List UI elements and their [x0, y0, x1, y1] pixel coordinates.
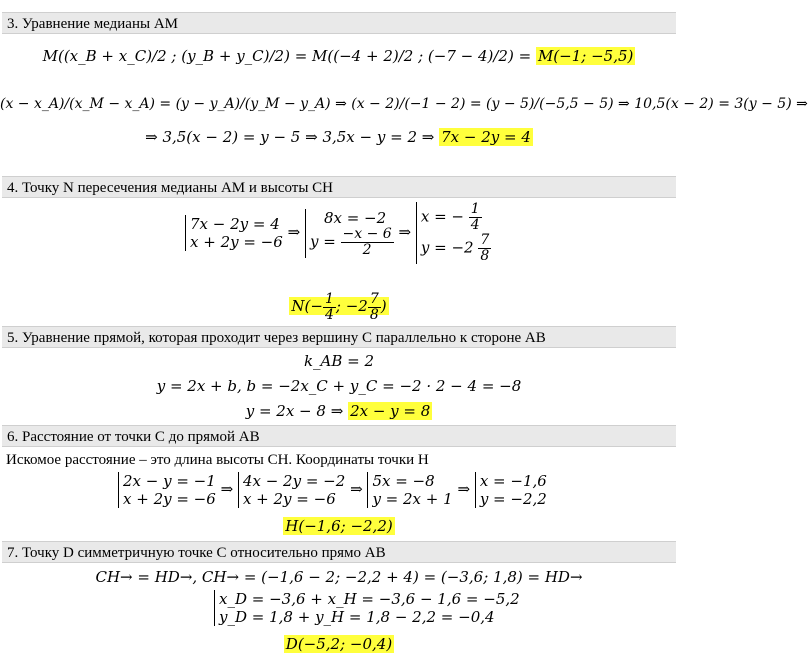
s7-line-1: CH→ = HD→, CH→ = (−1,6 − 2; −2,2 + 4) = (−3,6; 1,8) = HD→ — [95, 568, 583, 586]
s3-line-2: (x − x_A)/(x_M − x_A) = (y − y_A)/(y_M − y_A) ⇒ (x − 2)/(−1 − 2) = (y − 5)/(−5,5 − 5) ⇒ 10,5(x − 2) = 3(y − 5) ⇒ — [0, 96, 808, 112]
s4-result — [0, 286, 678, 326]
s6-highlight-H: H(−1,6; −2,2) — [285, 517, 393, 535]
s7-highlight-D: D(−5,2; −0,4) — [285, 635, 393, 653]
s6-system-4: x = −1,6 y = −2,2 — [475, 472, 547, 508]
section-3-header: 3. Уравнение медианы АМ — [2, 12, 676, 34]
s6-systems: 2x − y = −1 x + 2y = −6 ⇒ 4x − 2y = −2 x + 2y = −6 ⇒ 5x = −8 y = 2x + 1 ⇒ x = −1,6 y = −2,2 — [118, 472, 547, 508]
s3-line-3: ⇒ 3,5(x − 2) = y − 5 ⇒ 3,5x − y = 2 ⇒ 7x − 2y = 4 — [145, 128, 531, 146]
section-7-header: 7. Точку D симметричную точке С относительно прямо АВ — [2, 541, 676, 563]
s4-system-1: 7x − 2y = 4 x + 2y = −6 — [185, 215, 283, 251]
s7-result — [0, 634, 678, 654]
s7-system: x_D = −3,6 + x_H = −3,6 − 1,6 = −5,2 y_D = 1,8 + y_H = 1,8 − 2,2 = −0,4 — [214, 590, 520, 626]
s6-system-1: 2x − y = −1 x + 2y = −6 — [118, 472, 216, 508]
section-4-header: 4. Точку N пересечения медианы АМ и высоты СН — [2, 176, 676, 198]
s3-highlight-equation: 7x − 2y = 4 — [441, 128, 531, 146]
s6-text: Искомое расстояние – это длина высоты CH. Координаты точки H — [6, 452, 429, 468]
s6-result — [0, 516, 678, 536]
s3-highlight-M: M(−1; −5,5) — [537, 47, 634, 65]
s4-system-3: x = − $\frac{1}{4}$ y = −2 $\frac{7}{8}$ — [416, 202, 491, 264]
s4-system-2: 8x = −2 y = $\frac{-x - 6}{2}$ — [305, 209, 394, 258]
s3-line-1: M((x_B + x_C)/2 ; (y_B + y_C)/2) = M((−4 + 2)/2 ; (−7 − 4)/2) = M(−1; −5,5) — [42, 47, 634, 65]
s5-line-1: k_AB = 2 — [303, 352, 375, 370]
section-6-header: 6. Расстояние от точки С до прямой АВ — [2, 425, 676, 447]
s6-system-3: 5x = −8 y = 2x + 1 — [367, 472, 452, 508]
s4-systems: 7x − 2y = 4 x + 2y = −6 ⇒ 8x = −2 y = $\frac{-x - 6}{2}$ ⇒ x = − $\frac{1}{4}$ y = −2 $\frac{7}{8}$ — [185, 202, 491, 282]
s5-highlight: 2x − y = 8 — [350, 402, 431, 420]
s6-system-2: 4x − 2y = −2 x + 2y = −6 — [238, 472, 345, 508]
s4-highlight-N: N(− $\frac{1}{4}$ ; −2 $\frac{7}{8}$ ) — [291, 290, 387, 323]
section-5-header: 5. Уравнение прямой, которая проходит через вершину С параллельно к стороне АВ — [2, 326, 676, 348]
s5-line-3: y = 2x − 8 ⇒ 2x − y = 8 — [245, 402, 431, 420]
s5-line-2: y = 2x + b, b = −2x_C + y_C = −2 · 2 − 4 = −8 — [156, 377, 522, 395]
